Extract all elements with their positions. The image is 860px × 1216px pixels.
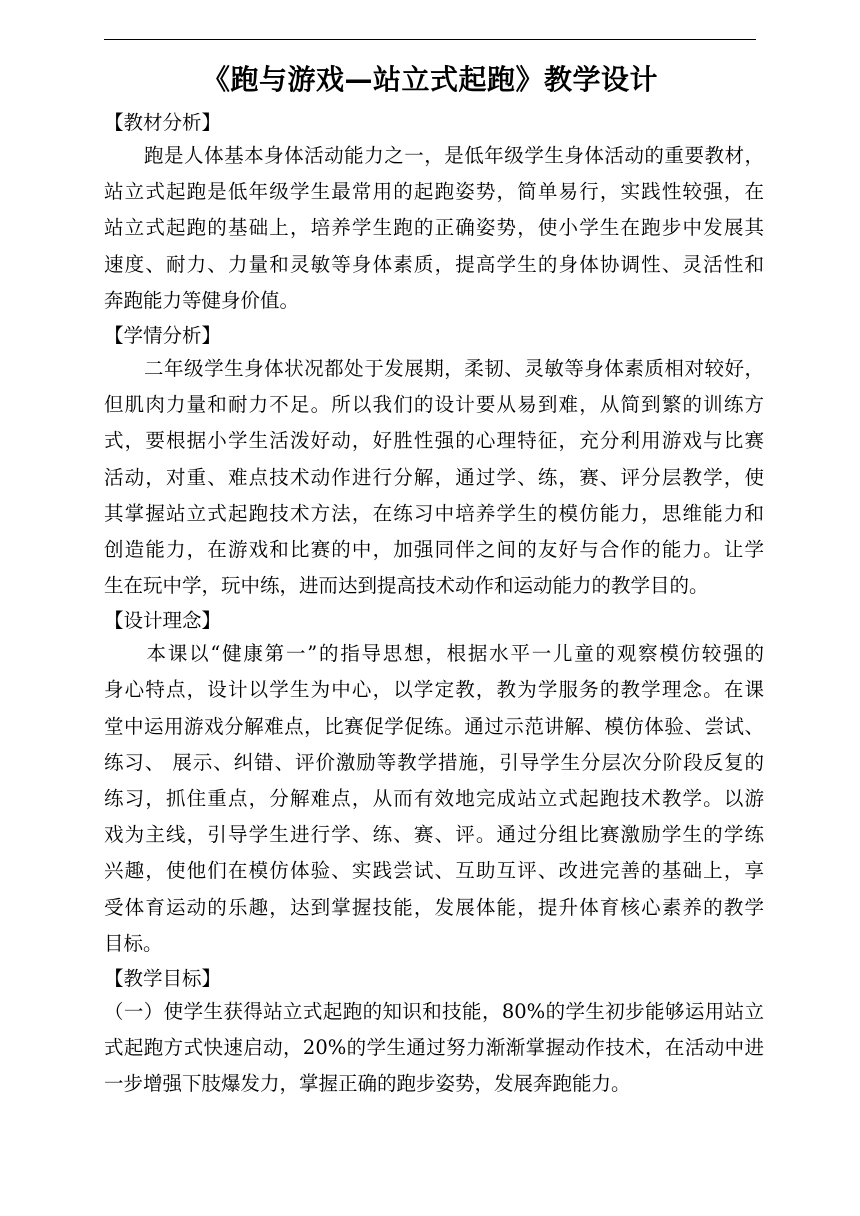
- section-heading: 【教材分析】: [104, 111, 222, 134]
- document-title: 《跑与游戏—站立式起跑》教学设计: [201, 63, 658, 96]
- paragraph-line: 身心特点，设计以学生为中心，以学定教，教为学服务的教学理念。在课: [104, 678, 764, 702]
- section-paragraph: [104, 138, 764, 319]
- section-heading: 【设计理念】: [104, 609, 222, 633]
- paragraph-line: 式起跑方式快速启动，20%的学生通过努力渐渐掌握动作技术，在活动中进: [104, 1036, 764, 1060]
- paragraph-line: 其掌握站立式起跑技术方法，在练习中培养学生的模仿能力，思维能力和: [104, 501, 764, 525]
- paragraph-line: 目标。: [104, 931, 163, 955]
- paragraph-line: 兴趣，使他们在模仿体验、实践尝试、互助互评、改进完善的基础上，享: [104, 859, 764, 883]
- document-body: [104, 106, 764, 1103]
- paragraph-line: 奔跑能力等健身价值。: [104, 288, 300, 312]
- header-rule: [104, 39, 756, 40]
- paragraph-line: 堂中运用游戏分解难点，比赛促学促练。通过示范讲解、模仿体验、尝试、: [104, 714, 764, 738]
- paragraph-line: 站立式起跑的基础上，培养学生跑的正确姿势，使小学生在跑步中发展其: [104, 216, 764, 240]
- paragraph-line: 一步增强下肢爆发力，掌握正确的跑步姿势，发展奔跑能力。: [104, 1072, 631, 1096]
- section-paragraph: [104, 636, 764, 962]
- paragraph-line: 练习，抓住重点，分解难点，从而有效地完成站立式起跑技术教学。以游: [104, 787, 764, 810]
- paragraph-line: 练习、 展示、纠错、评价激励等教学措施，引导学生分层次分阶段反复的: [104, 750, 764, 774]
- paragraph-line: （一）使学生获得站立式起跑的知识和技能，80%的学生初步能够运用站立: [104, 999, 764, 1023]
- paragraph-line: 戏为主线，引导学生进行学、练、赛、评。通过分组比赛激励学生的学练: [104, 823, 764, 847]
- paragraph-line: 但肌肉力量和耐力不足。所以我们的设计要从易到难，从简到繁的训练方: [104, 393, 764, 417]
- paragraph-line: 创造能力，在游戏和比赛的中，加强同伴之间的友好与合作的能力。让学: [104, 537, 764, 561]
- paragraph-line: 活动，对重、难点技术动作进行分解，通过学、练，赛、评分层教学，使: [104, 465, 764, 489]
- paragraph-line: 二年级学生身体状况都处于发展期，柔韧、灵敏等身体素质相对较好，: [104, 356, 764, 380]
- section-paragraph: [104, 351, 764, 604]
- paragraph-line: 受体育运动的乐趣，达到掌握技能，发展体能，提升体育核心素养的教学: [104, 895, 764, 919]
- paragraph-line: 跑是人体基本身体活动能力之一，是低年级学生身体活动的重要教材，: [104, 144, 764, 167]
- paragraph-line: 生在玩中学，玩中练，进而达到提高技术动作和运动能力的教学目的。: [104, 574, 709, 598]
- paragraph-line: 速度、耐力、力量和灵敏等身体素质，提高学生的身体协调性、灵活性和: [104, 252, 764, 276]
- section-heading: 【教学目标】: [104, 966, 222, 990]
- section-heading: 【学情分析】: [104, 323, 222, 347]
- paragraph-line: 站立式起跑是低年级学生最常用的起跑姿势，简单易行，实践性较强，在: [104, 180, 764, 204]
- paragraph-line: 式，要根据小学生活泼好动，好胜性强的心理特征，充分利用游戏与比赛: [104, 429, 764, 453]
- section-paragraph: [104, 994, 764, 1103]
- paragraph-line: 本课以“健康第一”的指导思想，根据水平一儿童的观察模仿较强的: [104, 642, 764, 666]
